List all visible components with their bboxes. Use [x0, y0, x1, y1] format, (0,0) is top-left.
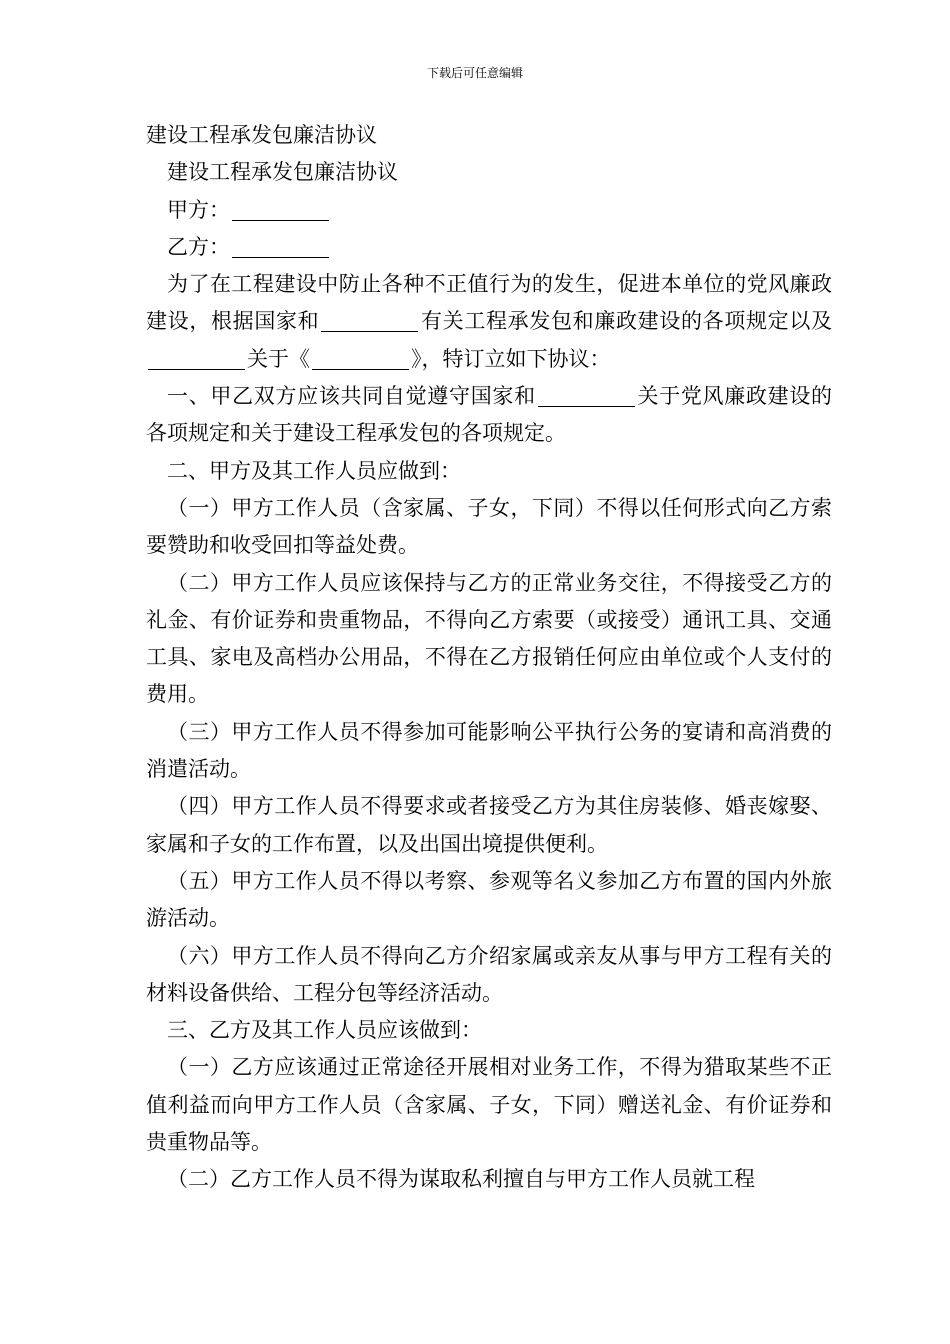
- intro-text-1: 为了在工程建设中防止各种不正值行为的发生，促进本单位的党风廉政建设，根据国家和: [146, 272, 832, 334]
- clause-3-heading: 三、乙方及其工作人员应该做到：: [167, 1018, 482, 1043]
- clause-3-item: （二）乙方工作人员不得为谋取私利擅自与甲方工作人员就工程: [167, 1167, 755, 1192]
- clause-2-item: （二）甲方工作人员应该保持与乙方的正常业务交往，不得接受乙方的礼金、有价证券和贵重物品，不得向乙方索要（或接受）通讯工具、交通工具、家电及高档办公用品，不得在乙方报销任何应由单位或个人支付的费用。: [146, 570, 832, 707]
- clause-2-item: （一）甲方工作人员（含家属、子女，下同）不得以任何形式向乙方索要赞助和收受回扣等益处费。: [146, 495, 832, 558]
- intro-text-2: 有关工程承发包和廉政建设的各项规定以及: [420, 309, 833, 334]
- intro-paragraph: [146, 266, 832, 378]
- fill-blank: [312, 348, 409, 370]
- clause-1-text-2: 关于党风廉政建设的各项规定和关于建设工程承发包的各项规定。: [146, 384, 833, 446]
- party-a-blank: [232, 199, 329, 221]
- clause-1: [146, 378, 832, 453]
- clause-2-item: （三）甲方工作人员不得参加可能影响公平执行公务的宴请和高消费的消遣活动。: [146, 719, 832, 782]
- document-body: [146, 117, 832, 1199]
- clause-1-text-1: 一、甲乙双方应该共同自觉遵守国家和: [167, 384, 536, 409]
- clause-3-item: （一）乙方应该通过正常途径开展相对业务工作，不得为猎取某些不正值利益而向甲方工作人员（含家属、子女，下同）赠送礼金、有价证券和贵重物品等。: [146, 1055, 832, 1155]
- agreement-title: 建设工程承发包廉洁协议: [167, 160, 398, 185]
- clause-2-item: （四）甲方工作人员不得要求或者接受乙方为其住房装修、婚丧嫁娶、家属和子女的工作布置，以及出国出境提供便利。: [146, 794, 832, 856]
- clause-2-heading: 二、甲方及其工作人员应做到：: [167, 458, 461, 483]
- intro-text-3: 关于《: [247, 346, 310, 371]
- party-b-label: 乙方：: [167, 234, 230, 259]
- clause-2-item: （五）甲方工作人员不得以考察、参观等名义参加乙方布置的国内外旅游活动。: [146, 868, 832, 931]
- party-b-blank: [232, 236, 329, 258]
- party-b-line: [146, 229, 832, 266]
- intro-text-4: 》，特订立如下协议：: [411, 346, 611, 371]
- party-a-label: 甲方：: [167, 197, 230, 222]
- fill-blank: [538, 385, 635, 407]
- fill-blank: [148, 348, 245, 370]
- fill-blank: [321, 310, 418, 332]
- document-title: 建设工程承发包廉洁协议: [146, 123, 377, 147]
- clause-2-item: （六）甲方工作人员不得向乙方介绍家属或亲友从事与甲方工程有关的材料设备供给、工程分包等经济活动。: [146, 943, 832, 1005]
- party-a-line: [146, 192, 832, 229]
- page-header: 下载后可任意编辑: [426, 66, 523, 80]
